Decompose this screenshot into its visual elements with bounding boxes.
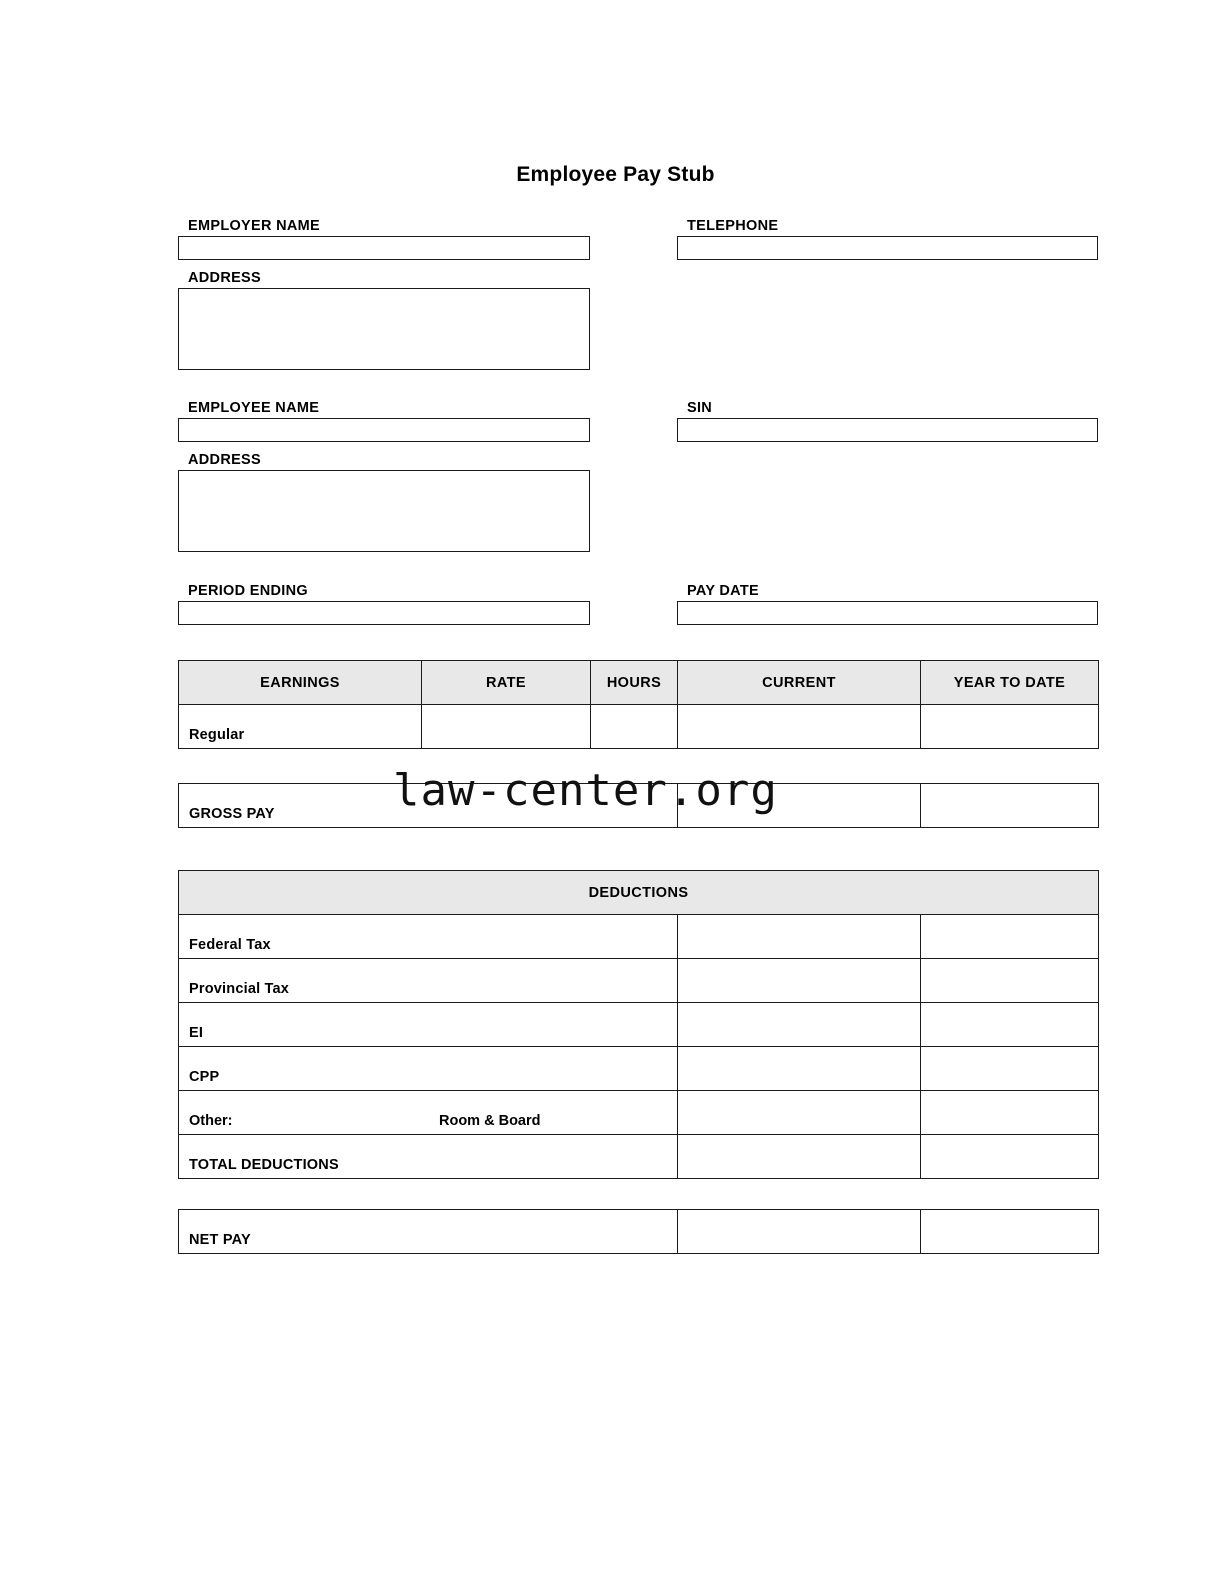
deduction-current-input-provincial-tax[interactable]: [678, 959, 920, 1002]
gross-pay-label: GROSS PAY: [179, 784, 678, 828]
employer-name-field: [178, 216, 590, 260]
pay-date-box[interactable]: [677, 601, 1098, 625]
deduction-current-input-federal-tax[interactable]: [678, 915, 920, 958]
employer-name-label: EMPLOYER NAME: [188, 218, 320, 234]
deductions-table: [178, 870, 1099, 1179]
employer-address-field: [178, 268, 590, 370]
deductions-header-row: [179, 871, 1099, 915]
telephone-input[interactable]: [678, 237, 1097, 259]
gross-pay-row: [179, 784, 1099, 828]
deduction-current-cell-other[interactable]: [678, 1091, 921, 1135]
table-row: [179, 1135, 1099, 1179]
earnings-row-ytd-cell[interactable]: [921, 705, 1099, 749]
deduction-label-cpp: CPP: [179, 1047, 678, 1091]
table-row: [179, 705, 1099, 749]
gross-pay-ytd-input[interactable]: [921, 784, 1098, 827]
earnings-rate-input[interactable]: [422, 705, 590, 748]
deduction-current-input-ei[interactable]: [678, 1003, 920, 1046]
deduction-ytd-input-federal-tax[interactable]: [921, 915, 1098, 958]
employee-name-label: EMPLOYEE NAME: [188, 400, 320, 416]
employee-name-field: [178, 398, 590, 442]
deduction-ytd-input-cpp[interactable]: [921, 1047, 1098, 1090]
earnings-row-rate-cell[interactable]: [422, 705, 591, 749]
employee-address-input[interactable]: [179, 471, 589, 551]
pay-date-label: PAY DATE: [687, 583, 759, 599]
table-row: [179, 915, 1099, 959]
earnings-current-input[interactable]: [678, 705, 920, 748]
gross-pay-ytd-cell[interactable]: [921, 784, 1099, 828]
sin-input[interactable]: [678, 419, 1097, 441]
deduction-other-value: Room & Board: [439, 1113, 541, 1129]
earnings-ytd-input[interactable]: [921, 705, 1098, 748]
table-row: [179, 1091, 1099, 1135]
employee-address-box[interactable]: [178, 470, 590, 552]
earnings-table: [178, 660, 1099, 749]
telephone-label: TELEPHONE: [687, 218, 779, 234]
net-pay-table: [178, 1209, 1099, 1254]
net-pay-label: NET PAY: [179, 1210, 678, 1254]
period-ending-label: PERIOD ENDING: [188, 583, 308, 599]
table-row: [179, 1047, 1099, 1091]
watermark-text: law-center.org: [393, 765, 778, 816]
deduction-ytd-cell-cpp[interactable]: [921, 1047, 1099, 1091]
sin-label: SIN: [687, 400, 713, 416]
deduction-current-input-other[interactable]: [678, 1091, 920, 1134]
total-deductions-label: TOTAL DEDUCTIONS: [179, 1135, 678, 1179]
earnings-header-year-to-date: YEAR TO DATE: [921, 661, 1099, 705]
gross-pay-current-input[interactable]: [678, 784, 920, 827]
total-deductions-ytd-input[interactable]: [921, 1135, 1098, 1178]
total-deductions-current-cell[interactable]: [678, 1135, 921, 1179]
sin-field: [677, 398, 1098, 442]
deduction-current-cell-federal-tax[interactable]: [678, 915, 921, 959]
deduction-label-federal-tax: Federal Tax: [179, 915, 678, 959]
table-row: [179, 959, 1099, 1003]
deduction-current-input-cpp[interactable]: [678, 1047, 920, 1090]
deduction-ytd-input-ei[interactable]: [921, 1003, 1098, 1046]
deduction-ytd-input-provincial-tax[interactable]: [921, 959, 1098, 1002]
earnings-header-rate: RATE: [422, 661, 591, 705]
total-deductions-ytd-cell[interactable]: [921, 1135, 1099, 1179]
deduction-label-provincial-tax: Provincial Tax: [179, 959, 678, 1003]
deduction-ytd-cell-ei[interactable]: [921, 1003, 1099, 1047]
employee-address-label: ADDRESS: [188, 452, 261, 468]
earnings-hours-input[interactable]: [591, 705, 677, 748]
gross-pay-current-cell[interactable]: [678, 784, 921, 828]
deduction-label-ei: EI: [179, 1003, 678, 1047]
employee-name-box[interactable]: [178, 418, 590, 442]
net-pay-ytd-input[interactable]: [921, 1210, 1098, 1253]
employer-name-input[interactable]: [179, 237, 589, 259]
earnings-header-hours: HOURS: [591, 661, 678, 705]
employer-address-input[interactable]: [179, 289, 589, 369]
deduction-current-cell-cpp[interactable]: [678, 1047, 921, 1091]
earnings-header-current: CURRENT: [678, 661, 921, 705]
deduction-ytd-cell-provincial-tax[interactable]: [921, 959, 1099, 1003]
deduction-ytd-cell-other[interactable]: [921, 1091, 1099, 1135]
net-pay-row: [179, 1210, 1099, 1254]
telephone-field: [677, 216, 1098, 260]
deductions-header-title: DEDUCTIONS: [179, 871, 1099, 915]
deduction-ytd-input-other[interactable]: [921, 1091, 1098, 1134]
employer-address-box[interactable]: [178, 288, 590, 370]
total-deductions-current-input[interactable]: [678, 1135, 920, 1178]
period-ending-box[interactable]: [178, 601, 590, 625]
earnings-header-row: [179, 661, 1099, 705]
sin-box[interactable]: [677, 418, 1098, 442]
earnings-row-current-cell[interactable]: [678, 705, 921, 749]
earnings-header-earnings: EARNINGS: [179, 661, 422, 705]
deduction-ytd-cell-federal-tax[interactable]: [921, 915, 1099, 959]
net-pay-current-input[interactable]: [678, 1210, 920, 1253]
employer-address-label: ADDRESS: [188, 270, 261, 286]
page-title: Employee Pay Stub: [516, 163, 715, 186]
earnings-row-hours-cell[interactable]: [591, 705, 678, 749]
employee-address-field: [178, 450, 590, 552]
employee-name-input[interactable]: [179, 419, 589, 441]
deduction-other-label-cell: [179, 1091, 678, 1135]
deduction-current-cell-provincial-tax[interactable]: [678, 959, 921, 1003]
net-pay-current-cell[interactable]: [678, 1210, 921, 1254]
table-row: [179, 1003, 1099, 1047]
pay-date-field: [677, 581, 1098, 625]
period-ending-input[interactable]: [179, 602, 589, 624]
telephone-box[interactable]: [677, 236, 1098, 260]
deduction-current-cell-ei[interactable]: [678, 1003, 921, 1047]
earnings-row-label-regular: Regular: [179, 705, 422, 749]
pay-date-input[interactable]: [678, 602, 1097, 624]
gross-pay-table: [178, 783, 1099, 828]
deduction-other-key: Other:: [189, 1113, 233, 1129]
net-pay-ytd-cell[interactable]: [921, 1210, 1099, 1254]
employer-name-box[interactable]: [178, 236, 590, 260]
period-ending-field: [178, 581, 590, 625]
